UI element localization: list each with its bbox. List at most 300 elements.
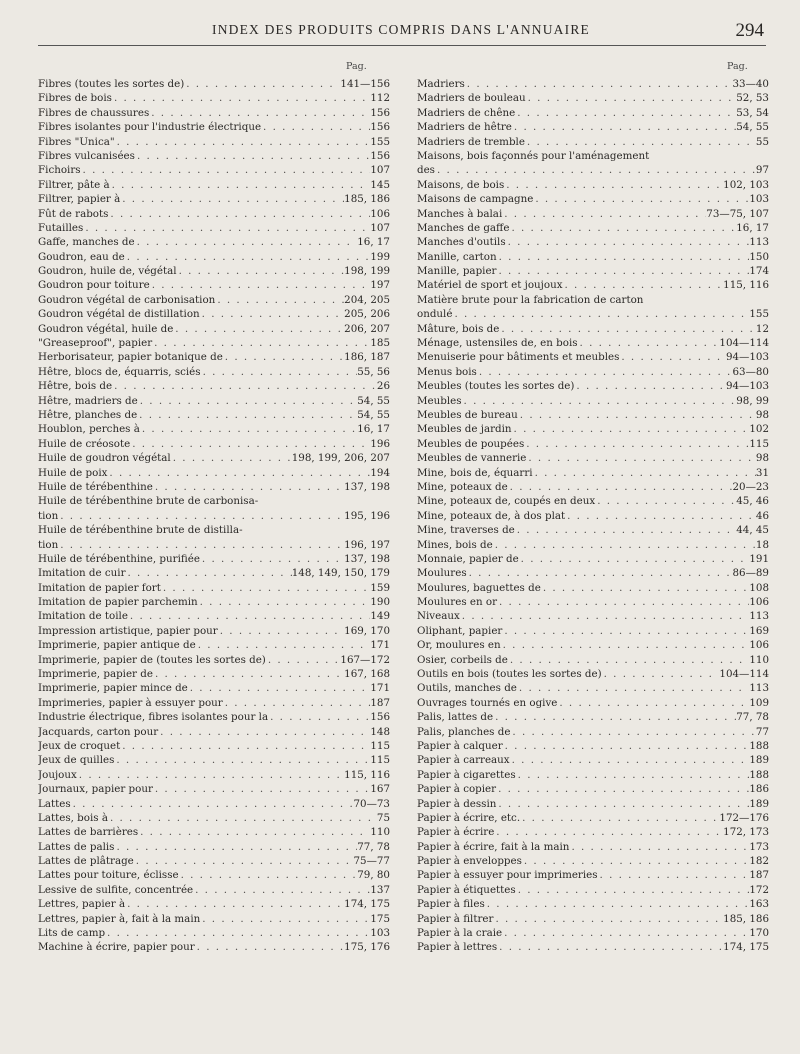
index-entry — [417, 451, 769, 465]
index-entry-term: Oliphant, papier — [417, 624, 503, 637]
index-entry-pages: 141—156 — [340, 78, 390, 90]
index-entry-term: Filtrer, pâte à — [38, 178, 110, 191]
index-entry — [38, 207, 390, 221]
index-entry-pages: 70—73 — [353, 797, 390, 810]
index-entry-pages: 107 — [370, 164, 390, 177]
index-entry-pages: 196, 197 — [344, 538, 390, 551]
index-entry-pages: 86—89 — [732, 567, 769, 580]
index-entry-term: Madriers de chêne — [417, 106, 516, 119]
index-entry — [417, 207, 769, 221]
index-entry — [417, 394, 769, 408]
leader-dots — [77, 768, 344, 782]
leader-dots — [107, 466, 370, 480]
leader-dots — [557, 696, 749, 710]
index-entry — [38, 595, 390, 609]
leader-dots — [110, 178, 371, 192]
index-entry-pages: 187 — [749, 869, 769, 882]
leader-dots — [569, 840, 749, 854]
leader-dots — [201, 365, 358, 379]
index-entry-term: Jeux de croquet — [38, 739, 121, 752]
index-entry — [38, 149, 390, 163]
index-entry-term: Papier à la craie — [417, 927, 503, 940]
index-entry-term: Mines, bois de — [417, 538, 493, 551]
index-entry — [38, 811, 390, 825]
leader-dots — [502, 207, 706, 221]
leader-dots — [462, 394, 737, 408]
index-entry-term: Lattes de palis — [38, 840, 115, 853]
leader-dots — [522, 854, 749, 868]
leader-dots — [153, 667, 344, 681]
index-entry-pages: 186 — [749, 783, 769, 796]
index-entry — [417, 825, 769, 839]
index-entry-pages: 175 — [370, 912, 390, 925]
index-entry-term: Meubles — [417, 394, 462, 407]
index-entry-term: Monnaie, papier de — [417, 552, 519, 565]
leader-dots — [138, 825, 370, 839]
index-entry-pages: 108 — [749, 581, 769, 594]
index-entry-pages: 148, 149, 150, 179 — [291, 567, 390, 580]
leader-dots — [140, 422, 357, 436]
leader-dots — [565, 509, 756, 523]
index-entry-pages: 169 — [749, 624, 769, 637]
leader-dots — [516, 883, 750, 897]
leader-dots — [493, 912, 723, 926]
index-entry-term: Gaffe, manches de — [38, 236, 135, 249]
leader-dots — [71, 797, 354, 811]
leader-dots — [196, 638, 371, 652]
index-entry-pages: 190 — [370, 596, 390, 609]
index-entry-pages: 112 — [370, 92, 390, 105]
index-entry-pages: 113 — [749, 682, 769, 695]
index-entry — [417, 753, 769, 767]
index-entry — [417, 897, 769, 911]
index-entry-term: Huile de térébenthine brute de carbonisa- — [38, 495, 259, 508]
index-entry-pages: 113 — [749, 610, 769, 623]
index-entry — [417, 163, 769, 177]
index-entry-pages: 198, 199 — [344, 265, 390, 278]
index-entry — [417, 278, 769, 292]
leader-dots — [508, 480, 733, 494]
index-entry-pages: 103 — [370, 927, 390, 940]
leader-dots — [501, 638, 750, 652]
index-entry-term: Papier à cigarettes — [417, 768, 516, 781]
index-entry — [417, 940, 769, 954]
index-entry — [417, 840, 769, 854]
index-entry-term: Imprimerie, papier de — [38, 668, 153, 681]
index-entry — [38, 710, 390, 724]
index-column-left — [38, 77, 390, 955]
leader-dots — [467, 566, 733, 580]
index-entry — [38, 883, 390, 897]
index-entry-term: Manches à balai — [417, 207, 503, 220]
index-entry-term: Manches de gaffe — [417, 221, 510, 234]
index-entry-pages: 73—75, 107 — [706, 207, 769, 220]
index-entry-pages: 115 — [749, 437, 769, 450]
leader-dots — [435, 163, 756, 177]
leader-dots — [578, 336, 720, 350]
index-entry — [38, 264, 390, 278]
index-entry — [417, 480, 769, 494]
index-entry-pages: 110 — [370, 826, 390, 839]
index-entry-pages: 196 — [370, 437, 390, 450]
leader-dots — [128, 609, 370, 623]
index-entry-pages: 174 — [749, 265, 769, 278]
index-entry-term: Matériel de sport et joujoux — [417, 279, 563, 292]
leader-dots — [493, 538, 756, 552]
leader-dots — [112, 91, 370, 105]
leader-dots — [516, 768, 750, 782]
index-entry-pages: 185, 186 — [723, 912, 769, 925]
leader-dots — [525, 135, 756, 149]
index-entry-term: Imprimerie, papier mince de — [38, 682, 188, 695]
leader-dots — [138, 394, 357, 408]
leader-dots — [502, 926, 749, 940]
index-entry-pages: 115 — [370, 754, 390, 767]
leader-dots — [108, 207, 370, 221]
index-entry-term: Imitation de toile — [38, 610, 128, 623]
index-entry-pages: 185 — [370, 337, 390, 350]
index-entry-term: Osier, corbeils de — [417, 653, 508, 666]
index-entry-pages: 173 — [749, 840, 769, 853]
index-entry-term: Fût de rabots — [38, 207, 109, 220]
index-entry-pages: 53, 54 — [736, 106, 769, 119]
index-entry-pages: 31 — [755, 466, 769, 479]
index-entry — [417, 581, 769, 595]
index-entry-pages: 107 — [370, 221, 390, 234]
leader-dots — [497, 940, 723, 954]
index-entry-pages: 150 — [749, 250, 769, 263]
index-entry — [38, 379, 390, 393]
leader-dots — [510, 725, 755, 739]
index-entry-pages: 109 — [749, 696, 769, 709]
index-entry-term: Meubles de jardin — [417, 423, 512, 436]
leader-dots — [261, 120, 370, 134]
leader-dots — [619, 350, 726, 364]
index-entry — [417, 725, 769, 739]
index-entry-pages: 182 — [749, 855, 769, 868]
index-entry — [38, 638, 390, 652]
leader-dots — [81, 163, 371, 177]
leader-dots — [58, 509, 344, 523]
index-entry-pages: 170 — [749, 927, 769, 940]
index-entry — [417, 106, 769, 120]
leader-dots — [494, 825, 723, 839]
index-entry-pages: 189 — [749, 754, 769, 767]
index-entry-pages: 16, 17 — [357, 423, 390, 436]
leader-dots — [512, 422, 750, 436]
index-entry-term: Ouvrages tournés en ogive — [417, 696, 558, 709]
page-column-label-left: Pag. — [346, 61, 367, 72]
index-entry-term: Imitation de papier parchemin — [38, 596, 198, 609]
leader-dots — [515, 523, 736, 537]
index-entry-term: Maisons, bois façonnés pour l'aménagement — [417, 149, 650, 162]
index-entry-term: Fibres isolantes pour l'industrie électrique — [38, 121, 262, 134]
index-entry — [38, 480, 390, 494]
index-entry-pages: 54, 55 — [357, 408, 390, 421]
index-entry-pages: 167—172 — [340, 653, 390, 666]
index-entry-term: Manches d'outils — [417, 236, 506, 249]
index-entry-term: Papier à copier — [417, 783, 497, 796]
index-column-right — [417, 77, 769, 955]
leader-dots — [223, 696, 371, 710]
index-entry — [417, 782, 769, 796]
leader-dots — [515, 106, 736, 120]
index-entry-term: Huile de créosote — [38, 437, 131, 450]
index-entry-pages: 106 — [749, 596, 769, 609]
index-entry — [38, 566, 390, 580]
index-entry — [38, 350, 390, 364]
index-entry-pages: 94—103 — [725, 380, 769, 393]
index-entry — [417, 494, 769, 508]
index-entry — [38, 221, 390, 235]
index-entry — [38, 609, 390, 623]
index-entry — [38, 840, 390, 854]
index-entry-pages: 156 — [370, 121, 390, 134]
index-entry-pages: 156 — [370, 149, 390, 162]
index-entry-term: Fibres "Unica" — [38, 135, 115, 148]
index-entry — [38, 408, 390, 422]
index-entry-pages: 98, 99 — [736, 394, 769, 407]
index-entry-term: Maisons de campagne — [417, 193, 534, 206]
index-entry-term: Fibres de chaussures — [38, 106, 150, 119]
leader-dots — [563, 278, 724, 292]
leader-dots — [177, 264, 345, 278]
index-entry-pages: 18 — [755, 538, 769, 551]
index-entry-pages: 20—23 — [732, 480, 769, 493]
index-entry-term: Papier à dessin — [417, 797, 497, 810]
index-entry — [417, 322, 769, 336]
index-entry-term: Madriers — [417, 78, 465, 90]
index-entry — [417, 336, 769, 350]
index-entry-term: Madriers de bouleau — [417, 92, 526, 105]
index-entry-pages: 187 — [370, 696, 390, 709]
index-entry — [38, 235, 390, 249]
index-entry-term: Papier à écrire — [417, 826, 495, 839]
index-entry-term: Meubles de bureau — [417, 408, 518, 421]
leader-dots — [171, 451, 292, 465]
index-entry — [38, 624, 390, 638]
index-entry — [417, 365, 769, 379]
leader-dots — [200, 307, 344, 321]
leader-dots — [497, 595, 749, 609]
index-entry — [38, 422, 390, 436]
leader-dots — [198, 595, 371, 609]
index-entry — [38, 782, 390, 796]
index-entry-term: Fichoirs — [38, 164, 81, 177]
index-entry — [417, 883, 769, 897]
index-entry — [38, 509, 390, 523]
index-entry-term: Mine, poteaux de, coupés en deux — [417, 495, 596, 508]
index-entry-term: Papier à écrire, fait à la main — [417, 840, 570, 853]
index-entry — [417, 350, 769, 364]
leader-dots — [465, 77, 733, 91]
index-entry-pages: 185, 186 — [344, 193, 390, 206]
index-entry — [38, 926, 390, 940]
index-entry-pages: 44, 45 — [736, 524, 769, 537]
leader-dots — [526, 451, 756, 465]
leader-dots — [452, 307, 749, 321]
leader-dots — [195, 940, 344, 954]
leader-dots — [114, 840, 357, 854]
index-entry-term: Lettres, papier à, fait à la main — [38, 912, 201, 925]
index-entry-term: Lattes, bois à — [38, 811, 108, 824]
index-entry — [417, 609, 769, 623]
index-entry — [38, 538, 390, 552]
leader-dots — [510, 753, 750, 767]
index-entry-pages: 115, 116 — [723, 279, 769, 292]
index-entry — [417, 868, 769, 882]
index-entry — [417, 178, 769, 192]
index-entry-term: Lattes de barrières — [38, 826, 139, 839]
leader-dots — [120, 739, 370, 753]
leader-dots — [188, 681, 371, 695]
index-entry — [417, 307, 769, 321]
index-entry-pages: 148 — [370, 725, 390, 738]
index-entry-term: Meubles (toutes les sortes de) — [417, 380, 575, 393]
index-entry-pages: 102, 103 — [723, 178, 769, 191]
leader-dots — [161, 581, 370, 595]
index-entry-pages: 77 — [755, 725, 769, 738]
index-entry-term: Hêtre, madriers de — [38, 394, 138, 407]
index-entry-term: Or, moulures en — [417, 639, 501, 652]
leader-dots — [477, 365, 733, 379]
index-entry-term: Huile de térébenthine, purifiée — [38, 552, 200, 565]
leader-dots — [518, 408, 756, 422]
index-entry-pages: 155 — [370, 135, 390, 148]
index-entry-pages: 16, 17 — [736, 221, 769, 234]
leader-dots — [150, 278, 371, 292]
leader-dots — [268, 710, 370, 724]
leader-dots — [598, 868, 750, 882]
index-entry-pages: 188 — [749, 768, 769, 781]
index-entry-pages: 75 — [376, 811, 390, 824]
leader-dots — [215, 293, 344, 307]
leader-dots — [595, 494, 736, 508]
leader-dots — [179, 868, 358, 882]
index-entry-pages: 198, 199, 206, 207 — [291, 452, 390, 465]
leader-dots — [496, 782, 749, 796]
leader-dots — [223, 350, 344, 364]
index-entry-pages: 172, 173 — [723, 826, 769, 839]
index-entry — [417, 91, 769, 105]
index-entry-term: Fibres vulcanisées — [38, 149, 135, 162]
index-entry — [417, 624, 769, 638]
index-entry — [417, 379, 769, 393]
index-entry-pages: 97 — [755, 164, 769, 177]
leader-dots — [152, 336, 370, 350]
page-column-label-right: Pag. — [727, 61, 748, 72]
index-entry — [417, 926, 769, 940]
leader-dots — [137, 408, 357, 422]
index-entry-pages: 77, 78 — [357, 840, 390, 853]
index-entry — [38, 696, 390, 710]
index-entry-term: Manille, carton — [417, 250, 497, 263]
index-entry-pages: 175, 176 — [344, 941, 390, 954]
index-entry — [417, 710, 769, 724]
index-entry-term: Menuiserie pour bâtiments et meubles — [417, 351, 620, 364]
index-entry-pages: 206, 207 — [344, 322, 390, 335]
index-entry-term: Imitation de cuir — [38, 567, 126, 580]
index-entry-pages: 33—40 — [732, 78, 769, 90]
index-entry — [38, 768, 390, 782]
index-entry-pages: 102 — [749, 423, 769, 436]
leader-dots — [120, 192, 344, 206]
index-entry-pages: 94—103 — [725, 351, 769, 364]
index-entry — [38, 192, 390, 206]
index-entry-term: Meubles de vannerie — [417, 452, 527, 465]
index-entry — [417, 120, 769, 134]
index-entry-term: Papier à carreaux — [417, 754, 510, 767]
leader-dots — [574, 379, 726, 393]
index-entry-pages: 172 — [749, 883, 769, 896]
index-entry-term: Industrie électrique, fibres isolantes pour la — [38, 711, 269, 724]
leader-dots — [502, 624, 749, 638]
leader-dots — [509, 221, 736, 235]
index-entry-pages: 171 — [370, 639, 390, 652]
index-entry-term: Goudron pour toiture — [38, 279, 150, 292]
index-entry — [38, 120, 390, 134]
index-entry-term: Lattes pour toiture, éclisse — [38, 869, 179, 882]
index-entry-pages: 186, 187 — [344, 351, 390, 364]
leader-dots — [266, 653, 341, 667]
index-entry — [38, 91, 390, 105]
index-entry-term: Madriers de hêtre — [417, 121, 512, 134]
index-entry — [38, 940, 390, 954]
leader-dots — [520, 811, 719, 825]
index-entry-pages: 191 — [749, 552, 769, 565]
index-entry-pages: 163 — [749, 898, 769, 911]
leader-dots — [485, 897, 750, 911]
leader-dots — [533, 192, 749, 206]
index-entry-pages: 172—176 — [719, 811, 769, 824]
leader-dots — [134, 854, 354, 868]
leader-dots — [115, 135, 371, 149]
index-entry-pages: 26 — [376, 380, 390, 393]
leader-dots — [541, 581, 750, 595]
index-entry-pages: 113 — [749, 236, 769, 249]
index-entry — [417, 235, 769, 249]
index-entry — [38, 667, 390, 681]
index-entry-pages: 205, 206 — [344, 308, 390, 321]
index-entry-pages: 12 — [755, 322, 769, 335]
leader-dots — [153, 782, 370, 796]
index-entry — [417, 437, 769, 451]
leader-dots — [125, 897, 344, 911]
index-entry-term: Moulures en or — [417, 596, 497, 609]
index-entry-pages: 156 — [370, 106, 390, 119]
index-entry — [38, 365, 390, 379]
index-entry — [38, 451, 390, 465]
leader-dots — [493, 710, 736, 724]
index-entry-pages: 197 — [370, 279, 390, 292]
index-entry-pages: 98 — [755, 408, 769, 421]
index-entry-term: Papier à lettres — [417, 941, 498, 954]
index-entry-term: Manille, papier — [417, 265, 497, 278]
index-entry — [417, 466, 769, 480]
index-entry-term: Papier à calquer — [417, 739, 503, 752]
leader-dots — [602, 667, 720, 681]
index-entry-pages: 55 — [755, 135, 769, 148]
index-entry-pages: 104—114 — [719, 337, 769, 350]
index-entry-term: Lattes — [38, 797, 71, 810]
leader-dots — [105, 926, 370, 940]
leader-dots — [58, 538, 344, 552]
leader-dots — [130, 437, 370, 451]
leader-dots — [524, 437, 749, 451]
index-entry — [38, 897, 390, 911]
leader-dots — [149, 106, 370, 120]
leader-dots — [125, 250, 371, 264]
